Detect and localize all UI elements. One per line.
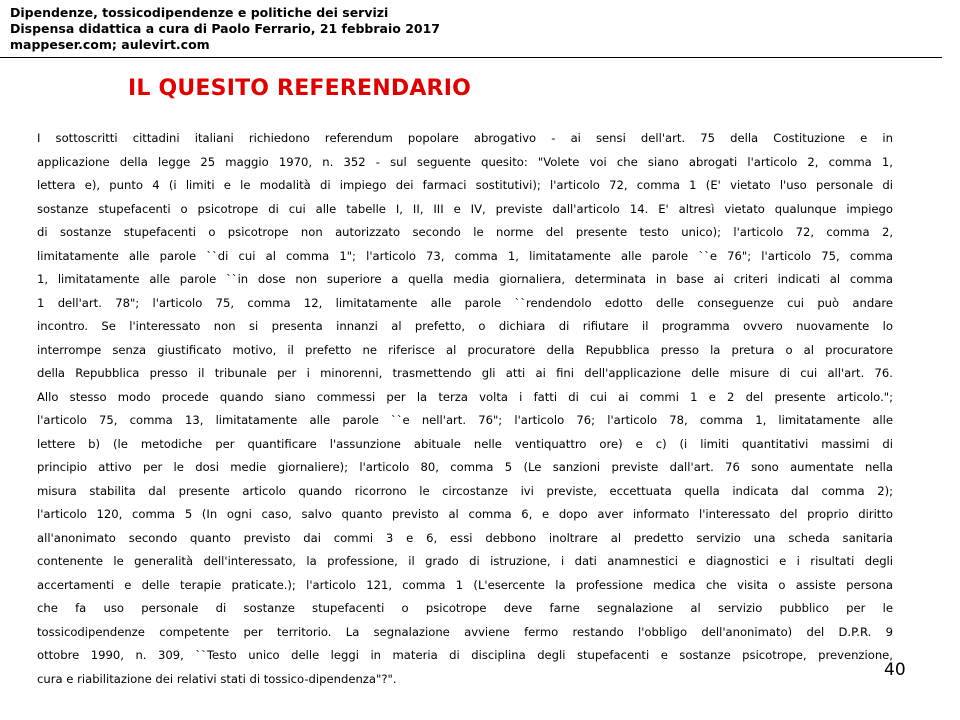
- text-line: 1 dell'art. 78"; l'articolo 75, comma 12, limitatamente alle parole ``rendendolo edotto delle conseguenze cui può andare: [37, 295, 893, 310]
- text-line: tossicodipendenze competente per territorio. La segnalazione avviene fermo restando l'obbligo dell'anonimato) del D.P.R. 9: [37, 624, 893, 639]
- page-number: 40: [884, 660, 906, 680]
- text-line: accertamenti e delle terapie praticate.); l'articolo 121, comma 1 (L'esercente la professione medica che visita o assiste persona: [37, 577, 893, 592]
- text-line: limitatamente alle parole ``di cui al comma 1"; l'articolo 73, comma 1, limitatamente alle parole ``e 76"; l'articolo 75, comma: [37, 248, 893, 263]
- header-author-date: Dispensa didattica a cura di Paolo Ferrario, 21 febbraio 2017: [10, 21, 440, 36]
- text-line: incontro. Se l'interessato non si presenta innanzi al prefetto, o dichiara di rifiutare il programma ovvero nuovamente lo: [37, 319, 893, 333]
- header-divider: [0, 57, 942, 58]
- text-line: l'articolo 75, comma 13, limitatamente alle parole ``e nell'art. 76"; l'articolo 76; l'articolo 78, comma 1, limitatamente alle: [37, 413, 893, 427]
- text-line: che fa uso personale di sostanze stupefacenti o psicotrope deve farne segnalazione al servizio pubblico per le: [37, 601, 893, 615]
- header-websites: mappeser.com; aulevirt.com: [10, 37, 210, 52]
- text-line: applicazione della legge 25 maggio 1970, n. 352 - sul seguente quesito: "Volete voi che siano abrogati l'articolo 2, comma 1,: [37, 154, 893, 169]
- text-line: I sottoscritti cittadini italiani richiedono referendum popolare abrogativo - ai sensi dell'art. 75 della Costituzione e in: [37, 131, 893, 145]
- text-line: all'anonimato secondo quanto previsto dai commi 3 e 6, essi debbono inoltrare al predetto servizio una scheda sanitaria: [37, 530, 893, 545]
- text-line: ottobre 1990, n. 309, ``Testo unico delle leggi in materia di disciplina degli stupefacenti e sostanze psicotrope, prevenzione,: [37, 648, 893, 662]
- text-line: di sostanze stupefacenti o psicotrope non autorizzato secondo le norme del presente testo unico); l'articolo 72, comma 2,: [37, 225, 893, 239]
- header-course-title: Dipendenze, tossicodipendenze e politiche dei servizi: [10, 5, 389, 20]
- document-header: [10, 5, 910, 53]
- text-line: interrompe senza giustificato motivo, il prefetto ne riferisce al procuratore della Repubblica presso la pretura o al procuratore: [37, 342, 893, 357]
- text-line: cura e riabilitazione dei relativi stati di tossico-dipendenza"?".: [37, 671, 397, 686]
- text-line: sostanze stupefacenti o psicotrope di cui alle tabelle I, II, III e IV, previste dall'articolo 14. E' altresì vietato qualunque impiego: [37, 201, 893, 216]
- text-line: lettere b) (le metodiche per quantificare l'assunzione abituale nelle ventiquattro ore) e c) (i limiti quantitativi massimi di: [37, 436, 893, 451]
- text-line: contenente le generalità dell'interessato, la professione, il grado di istruzione, i dati anamnestici e diagnostici e i risultati degli: [37, 554, 893, 568]
- text-line: Allo stesso modo procede quando siano commessi per la terza volta i fatti di cui ai commi 1 e 2 del presente articolo.";: [37, 389, 893, 404]
- referendum-text: [37, 127, 893, 691]
- text-line: l'articolo 120, comma 5 (In ogni caso, salvo quanto previsto al comma 6, e dopo aver informato l'interessato del proprio diritto: [37, 507, 893, 521]
- text-line: misura stabilita dal presente articolo quando ricorrono le circostanze ivi previste, eccettuata quella indicata dal comma 2);: [37, 483, 893, 498]
- text-line: lettera e), punto 4 (i limiti e le modalità di impiego dei farmaci sostitutivi); l'articolo 72, comma 1 (E' vietato l'uso personale di: [37, 178, 893, 192]
- text-line: della Repubblica presso il tribunale per i minorenni, trasmettendo gli atti ai fini dell'applicazione delle misure di cui all'art. 76.: [37, 366, 893, 380]
- text-line: 1, limitatamente alle parole ``in dose non superiore a quella media giornaliera, determinata in base ai criteri indicati al comma: [37, 272, 893, 286]
- page-title: IL QUESITO REFERENDARIO: [128, 76, 471, 101]
- text-line: principio attivo per le dosi medie giornaliere); l'articolo 80, comma 5 (Le sanzioni previste dall'art. 76 sono aumentate nella: [37, 460, 893, 474]
